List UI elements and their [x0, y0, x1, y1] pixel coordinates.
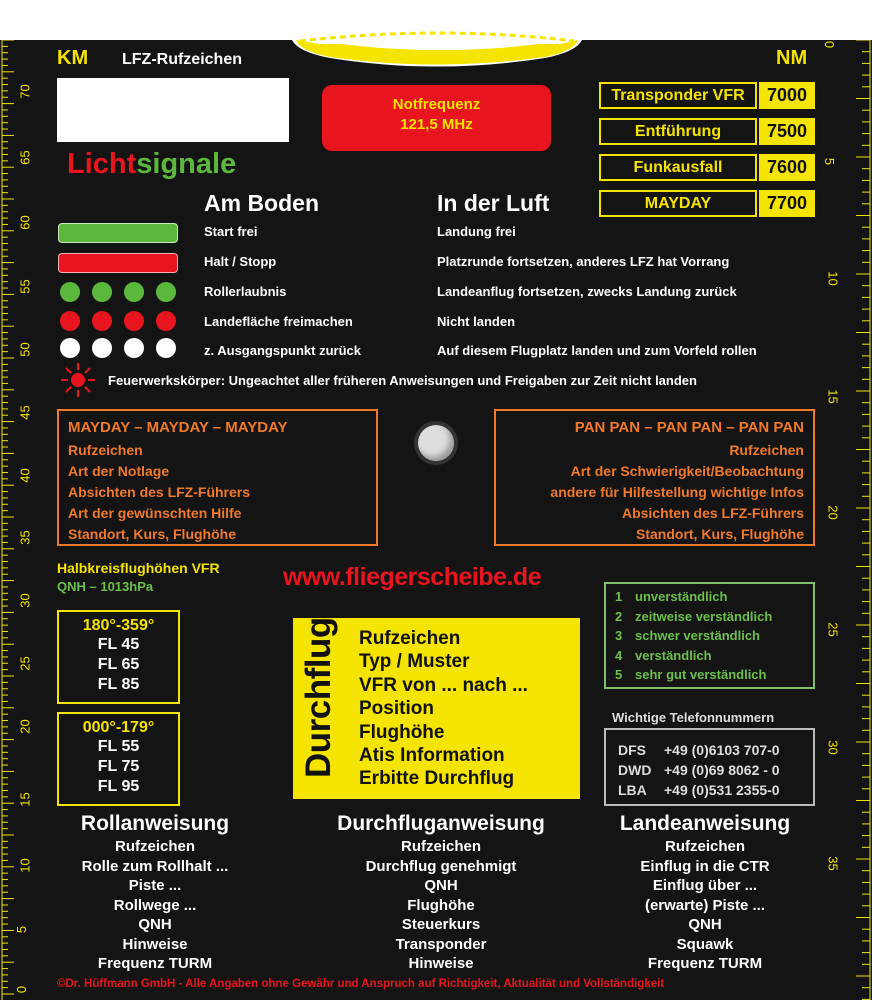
- transit-list: [359, 627, 528, 791]
- flashing-red-light: [60, 311, 80, 331]
- website-link[interactable]: www.fliegerscheibe.de: [283, 563, 542, 591]
- taxi-item: Frequenz TURM: [97, 955, 213, 972]
- ruler-left-label: 5: [14, 925, 30, 934]
- east-range: 000°-179°: [82, 719, 155, 736]
- transit-instruction-item: Rufzeichen: [400, 838, 481, 855]
- ruler-left-label: 35: [17, 530, 33, 545]
- taxi-item: Hinweise: [122, 935, 188, 953]
- transit-item: VFR von ... nach ...: [359, 674, 528, 696]
- ruler-left-label: 25: [17, 656, 33, 671]
- transponder-label-1: Transponder VFR: [599, 82, 757, 109]
- flashing-white-light: [60, 338, 80, 358]
- steady-red-light: [58, 253, 178, 273]
- landing-item: Rufzeichen: [664, 838, 745, 855]
- ruler-left-label: 30: [17, 593, 33, 608]
- east-level: FL 75: [97, 758, 140, 775]
- transit-item: Erbitte Durchflug: [359, 768, 515, 790]
- transit-vertical-title: Durchflug: [299, 617, 338, 778]
- readability-item: 1 unverständlich: [615, 589, 728, 604]
- mayday-list: [68, 440, 250, 545]
- ruler-left-label: 20: [17, 719, 33, 734]
- transit-instruction-item: Durchflug genehmigt: [365, 857, 517, 875]
- transit-item: Position: [359, 698, 434, 720]
- transponder-label-4: MAYDAY: [599, 190, 757, 217]
- transponder-code-1: 7000: [759, 82, 815, 109]
- mayday-item: Art der Notlage: [68, 463, 170, 479]
- readability-item: 4 verständlich: [615, 647, 712, 663]
- flashing-white-light: [124, 338, 144, 358]
- ruler-left-label: 50: [17, 342, 33, 357]
- firework-icon: [60, 362, 96, 398]
- transit-item: Typ / Muster: [359, 651, 470, 673]
- taxi-item: Rollwege ...: [113, 896, 197, 914]
- mayday-box: [57, 409, 378, 546]
- landing-column: [600, 811, 810, 974]
- ground-header: Am Boden: [204, 190, 319, 216]
- ruler-right-label: 25: [825, 622, 841, 637]
- transit-instruction-item: QNH: [424, 877, 458, 894]
- flashing-green-light: [60, 282, 80, 302]
- ruler-right-label: 15: [825, 389, 841, 404]
- east-levels-box: [57, 712, 180, 806]
- transit-instruction-title: Durchfluganweisung: [337, 812, 545, 835]
- phone-entry: LBA +49 (0)531 2355-0: [618, 782, 780, 798]
- phone-entry: DWD +49 (0)69 8062 - 0: [618, 762, 780, 778]
- landing-item: Squawk: [676, 935, 734, 953]
- ground-signal-4: Landefläche freimachen: [204, 314, 353, 329]
- air-header: In der Luft: [437, 190, 550, 216]
- ruler-left-label: 15: [17, 792, 33, 807]
- ruler-left-label: 45: [17, 405, 33, 420]
- mayday-title: MAYDAY – MAYDAY – MAYDAY: [68, 419, 288, 436]
- emergency-frequency-value: 121,5 MHz: [400, 116, 473, 133]
- flashing-white-light: [92, 338, 112, 358]
- panpan-item: Art der Schwierigkeit/Beobachtung: [570, 463, 804, 479]
- transit-instruction-item: Transponder: [395, 935, 487, 953]
- east-level: FL 95: [97, 778, 140, 795]
- ground-signal-5: z. Ausgangspunkt zurück: [204, 343, 361, 358]
- semicircular-title: Halbkreisflughöhen VFR: [57, 560, 220, 576]
- steady-green-light: [58, 223, 178, 243]
- panpan-item: Standort, Kurs, Flughöhe: [636, 526, 804, 542]
- ruler-right-label: 5: [822, 157, 838, 166]
- ruler-left-label: 70: [17, 84, 33, 99]
- transponder-code-4: 7700: [759, 190, 815, 217]
- transit-instruction-column: [316, 811, 566, 974]
- taxi-column: [55, 811, 255, 974]
- transponder-code-3: 7600: [759, 154, 815, 181]
- transit-instruction-item: Hinweise: [408, 955, 474, 972]
- landing-item: QNH: [688, 916, 722, 933]
- ground-signal-3: Rollerlaubnis: [204, 284, 287, 299]
- ruler-right-label: 35: [825, 856, 841, 871]
- panpan-title: PAN PAN – PAN PAN – PAN PAN: [574, 419, 804, 436]
- transit-item: Flughöhe: [359, 721, 445, 743]
- transit-instruction-item: Flughöhe: [407, 896, 475, 914]
- transponder-code-2: 7500: [759, 118, 815, 145]
- mayday-item: Absichten des LFZ-Führers: [68, 484, 251, 500]
- emergency-frequency-box: [322, 85, 551, 151]
- ruler-left-label: 0: [14, 985, 30, 994]
- ground-signal-1: Start frei: [204, 224, 258, 239]
- panpan-item: Absichten des LFZ-Führers: [621, 505, 804, 521]
- ruler-left-label: 10: [17, 858, 33, 873]
- ruler-right-label: 20: [825, 505, 841, 520]
- transit-box: [293, 618, 580, 799]
- ruler-right: [846, 40, 872, 1000]
- callsign-label: LFZ-Rufzeichen: [122, 51, 242, 68]
- west-range: 180°-359°: [82, 617, 155, 634]
- landing-item: (erwarte) Piste ...: [644, 896, 766, 914]
- panpan-item: andere für Hilfestellung wichtige Infos: [550, 484, 804, 500]
- ruler-left-label: 55: [17, 279, 33, 294]
- west-level: FL 65: [97, 656, 140, 673]
- mayday-item: Rufzeichen: [68, 442, 143, 458]
- flashing-green-light: [156, 282, 176, 302]
- flashing-green-light: [92, 282, 112, 302]
- firework-text: Feuerwerkskörper: Ungeachtet aller früheren Anweisungen und Freigaben zur Zeit nicht landen: [108, 373, 697, 388]
- panpan-item: Rufzeichen: [729, 442, 804, 458]
- taxi-title: Rollanweisung: [80, 812, 230, 835]
- ruler-right-label: 0: [822, 40, 838, 49]
- flashing-red-light: [124, 311, 144, 331]
- flashing-red-light: [156, 311, 176, 331]
- air-signal-4: Nicht landen: [437, 314, 516, 329]
- unit-nm: NM: [776, 47, 808, 69]
- ruler-left-label: 60: [17, 215, 33, 230]
- readability-box: [604, 582, 815, 689]
- ruler-left-label: 65: [17, 150, 33, 165]
- ground-signal-2: Halt / Stopp: [204, 254, 277, 269]
- mayday-item: Standort, Kurs, Flughöhe: [68, 526, 236, 542]
- transit-instruction-item: Steuerkurs: [401, 916, 481, 933]
- transponder-label-3: Funkausfall: [599, 154, 757, 181]
- taxi-item: QNH: [138, 916, 172, 933]
- ruler-left-label: 40: [17, 468, 33, 483]
- landing-item: Einflug in die CTR: [640, 857, 770, 875]
- mayday-item: Art der gewünschten Hilfe: [68, 505, 242, 521]
- ruler-right-label: 30: [825, 740, 841, 755]
- landing-item: Frequenz TURM: [647, 955, 763, 972]
- west-level: FL 45: [97, 636, 140, 653]
- transit-item: Rufzeichen: [359, 628, 461, 649]
- taxi-item: Rolle zum Rollhalt ...: [81, 857, 229, 875]
- readability-item: 5 sehr gut verständlich: [615, 667, 767, 682]
- light-signals-title: Lichtsignale: [67, 148, 237, 180]
- semicircular-qnh: QNH – 1013hPa: [57, 579, 154, 594]
- readability-list: [615, 587, 772, 685]
- readability-item: 2 zeitweise verständlich: [615, 608, 773, 624]
- air-signal-5: Auf diesem Flugplatz landen und zum Vorfeld rollen: [437, 343, 757, 358]
- air-signal-1: Landung frei: [437, 224, 516, 239]
- flashing-red-light: [92, 311, 112, 331]
- ruler-right-label: 10: [825, 271, 841, 286]
- air-signal-3: Landeanflug fortsetzen, zwecks Landung zurück: [437, 284, 737, 299]
- phone-entry: DFS +49 (0)6103 707-0: [618, 742, 780, 758]
- west-levels-box: [57, 610, 180, 704]
- west-level: FL 85: [97, 676, 140, 693]
- panpan-list: [550, 440, 804, 545]
- flashing-white-light: [156, 338, 176, 358]
- transponder-label-2: Entführung: [599, 118, 757, 145]
- east-level: FL 55: [97, 738, 140, 755]
- readability-item: 3 schwer verständlich: [615, 628, 760, 643]
- phones-box: [604, 728, 815, 806]
- phones-list: [618, 740, 780, 800]
- air-signal-2: Platzrunde fortsetzen, anderes LFZ hat Vorrang: [437, 254, 730, 269]
- landing-title: Landeanweisung: [619, 812, 791, 835]
- ruler-left: [0, 40, 26, 1000]
- callsign-input-area[interactable]: [57, 78, 289, 142]
- footer-disclaimer: ©Dr. Hüffmann GmbH - Alle Angaben ohne Gewähr und Anspruch auf Richtigkeit, Aktualität und Vollständigkeit: [57, 978, 665, 990]
- taxi-item: Piste ...: [128, 877, 182, 894]
- flashing-green-light: [124, 282, 144, 302]
- emergency-frequency-label: Notfrequenz: [392, 96, 481, 113]
- transit-item: Atis Information: [359, 745, 505, 767]
- phones-title: Wichtige Telefonnummern: [612, 710, 775, 725]
- rivet-center: [418, 425, 454, 461]
- landing-item: Einflug über ...: [652, 877, 758, 894]
- panpan-box: [494, 409, 815, 546]
- unit-km: KM: [57, 47, 89, 69]
- taxi-item: Rufzeichen: [114, 838, 195, 855]
